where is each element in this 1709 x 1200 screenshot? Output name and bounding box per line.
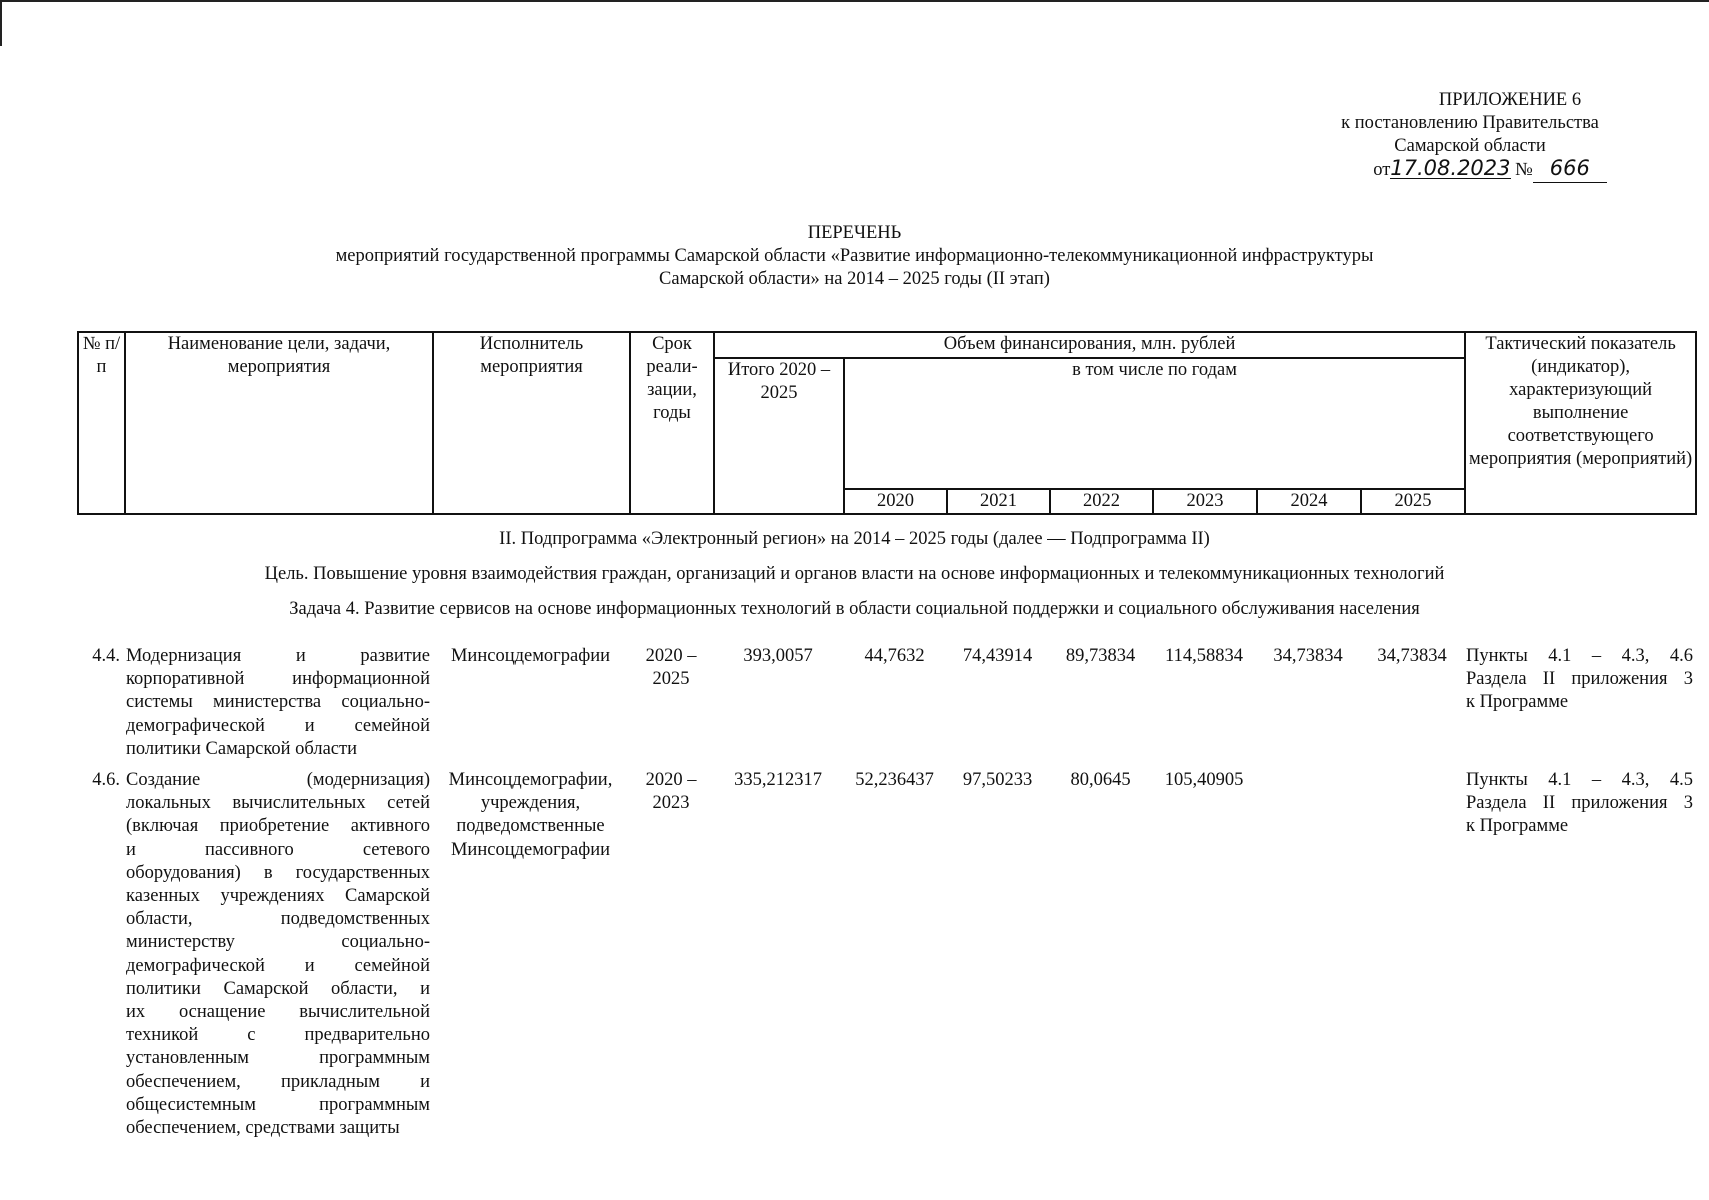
text-line: области, подведомственных [126, 909, 430, 930]
text-line: 2020 – [645, 770, 697, 791]
text-line: Пункты 4.1 – 4.3, 4.6 [1466, 646, 1693, 666]
text-line: Минсоцдемографии [450, 839, 611, 860]
handwritten-date: 17.08.2023 [1390, 156, 1511, 180]
row-value-y2020: 52,236437 [855, 770, 934, 791]
header-by-years: в том числе по годам [844, 358, 1465, 489]
text-line: министерству социально- [126, 932, 430, 953]
header-year-2021: 2021 [947, 489, 1050, 514]
text-line: системы министерства социально- [126, 692, 430, 713]
header-num: № п/п [78, 332, 125, 514]
text-line: демографической и семейной [126, 715, 430, 736]
document-title [0, 222, 1709, 291]
header-name: Наименование цели, задачи, мероприятия [125, 332, 433, 514]
text-line: демографической и семейной [126, 955, 430, 976]
appendix-line-2: Самарской области [1394, 136, 1546, 156]
row-executor [432, 645, 629, 761]
row-value-y2021: 97,50233 [962, 770, 1033, 791]
row-value-y2022: 80,0645 [1070, 770, 1131, 791]
header-year-2023: 2023 [1153, 489, 1257, 514]
row-number: 4.4. [92, 646, 120, 666]
table-row [77, 769, 1695, 1140]
text-line: подведомственные [456, 816, 605, 837]
row-value-y2023: 105,40905 [1164, 770, 1244, 791]
text-line: оборудования) в государственных [126, 862, 430, 883]
subprogram-title: II. Подпрограмма «Электронный регион» на 2014 – 2025 годы (далее — Подпрограмма II) [499, 529, 1210, 549]
text-line: обеспечением, средствами защиты [126, 1118, 400, 1139]
table-row [77, 645, 1695, 761]
appendix-block [1320, 89, 1620, 183]
document-title-line-1: мероприятий государственной программы Самарской области «Развитие информационно-телекоммуникационной инфраструктуры [335, 246, 1374, 266]
row-value-y2021: 74,43914 [962, 646, 1033, 666]
text-line: политики Самарской области, и [126, 978, 430, 999]
appendix-line-1: к постановлению Правительства [1341, 113, 1599, 133]
text-line: Модернизация и развитие [126, 646, 430, 666]
text-line: Пункты 4.1 – 4.3, 4.5 [1466, 770, 1693, 791]
text-line: учреждения, [480, 793, 581, 814]
row-value-total: 393,0057 [743, 646, 813, 666]
text-line: Минсоцдемографии, [448, 770, 613, 791]
text-line: Раздела II приложения 3 [1466, 793, 1693, 814]
text-line: 2023 [652, 793, 690, 814]
task-title: Задача 4. Развитие сервисов на основе информационных технологий в области социальной поддержки и социального обслуживания населения [289, 599, 1420, 619]
activities-table [77, 645, 1695, 1140]
row-value-total: 335,212317 [734, 770, 822, 791]
header-year-2022: 2022 [1050, 489, 1153, 514]
text-line: политики Самарской области [126, 738, 358, 759]
header-year-2025: 2025 [1361, 489, 1465, 514]
text-line: Раздела II приложения 3 [1466, 669, 1693, 690]
row-term [629, 645, 713, 761]
row-indicator [1464, 769, 1695, 1140]
text-line: установленным программным [126, 1048, 430, 1069]
row-value-y2025 [1360, 769, 1464, 1140]
text-line: к Программе [1466, 692, 1569, 713]
handwritten-number: 666 [1549, 156, 1590, 180]
header-year-2020: 2020 [844, 489, 947, 514]
row-number: 4.6. [92, 770, 120, 791]
appendix-date-line [1360, 158, 1620, 183]
appendix-title: ПРИЛОЖЕНИЕ 6 [1438, 90, 1582, 110]
row-value-y2023: 114,58834 [1165, 646, 1243, 666]
row-activity-name [124, 769, 432, 1140]
number-prefix: № [1515, 160, 1533, 180]
text-line: общесистемным программным [126, 1094, 430, 1115]
text-line: к Программе [1466, 816, 1569, 837]
header-funding: Объем финансирования, млн. рублей [714, 332, 1465, 358]
row-value-y2024 [1256, 769, 1360, 1140]
header-total: Итого 2020 – 2025 [714, 358, 844, 514]
row-value-y2025: 34,73834 [1377, 646, 1447, 666]
text-line: Минсоцдемографии [450, 646, 611, 666]
date-prefix: от [1373, 160, 1391, 180]
text-line: корпоративной информационной [126, 669, 430, 690]
text-line: и пассивного сетевого [126, 839, 430, 860]
header-table [77, 331, 1697, 515]
row-activity-name [124, 645, 432, 761]
text-line: 2025 [652, 669, 690, 690]
row-executor [432, 769, 629, 1140]
header-term: Срок реали-зации, годы [630, 332, 714, 514]
document-heading: ПЕРЕЧЕНЬ [807, 223, 902, 243]
text-line: казенных учреждениях Самарской [126, 886, 430, 907]
text-line: (включая приобретение активного [126, 816, 430, 837]
row-value-y2022: 89,73834 [1065, 646, 1136, 666]
row-term [629, 769, 713, 1140]
header-indicator: Тактический показатель (индикатор), характеризующий выполнение соответствующего мероприятия (мероприятий) [1465, 332, 1696, 514]
document-title-line-2: Самарской области» на 2014 – 2025 годы (II этап) [659, 269, 1050, 289]
text-line: обеспечением, прикладным и [126, 1071, 430, 1092]
text-line: их оснащение вычислительной [126, 1002, 430, 1023]
scan-left-border [0, 0, 2, 46]
text-line: Создание (модернизация) [126, 770, 430, 791]
text-line: техникой с предварительно [126, 1025, 430, 1046]
row-value-y2020: 44,7632 [864, 646, 925, 666]
text-line: локальных вычислительных сетей [126, 793, 430, 814]
header-year-2024: 2024 [1257, 489, 1361, 514]
text-line: 2020 – [645, 646, 697, 666]
goal-title: Цель. Повышение уровня взаимодействия граждан, организаций и органов власти на основе информационных и телекоммуникационных технологий [264, 564, 1445, 584]
header-executor: Исполнитель мероприятия [433, 332, 630, 514]
row-value-y2024: 34,73834 [1273, 646, 1343, 666]
row-indicator [1464, 645, 1695, 761]
scan-top-border [0, 0, 1709, 2]
